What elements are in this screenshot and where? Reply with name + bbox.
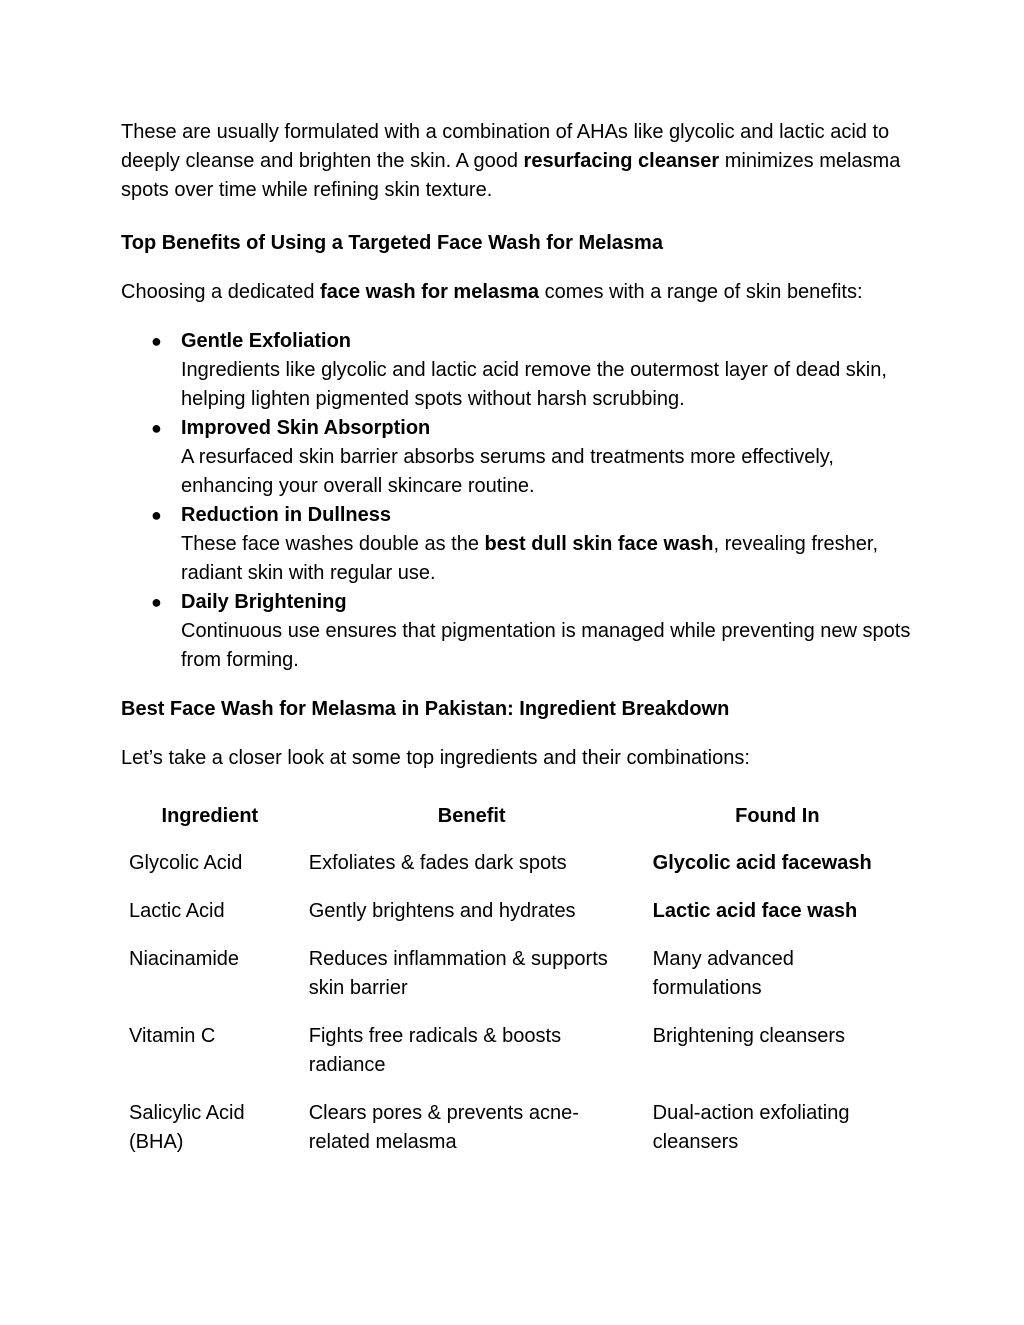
table-row	[120, 943, 911, 1020]
cell-ingredient: Niacinamide	[129, 948, 240, 970]
cell-found-in: Brightening cleansers	[652, 1025, 846, 1047]
benefit-description-text: These face washes double as the	[181, 533, 485, 555]
header-found-in: Found In	[735, 805, 820, 827]
intro-keyword: resurfacing cleanser	[523, 150, 720, 172]
list-item	[121, 327, 911, 414]
benefit-description: Continuous use ensures that pigmentation is managed while preventing new spots from forming.	[181, 620, 911, 671]
table-row	[120, 1097, 911, 1174]
intro-text-end: minimizes melasma spots over time while refining skin texture.	[121, 150, 901, 201]
intro-text: These are usually formulated with a combination of AHAs like glycolic and lactic acid to deeply cleanse and brighten the skin. A good	[121, 121, 890, 172]
benefit-title: Gentle Exfoliation	[181, 330, 352, 352]
table-row	[120, 1020, 911, 1097]
ingredients-table	[120, 800, 911, 1174]
benefits-list	[121, 327, 911, 675]
ingredients-intro-paragraph: Let’s take a closer look at some top ingredients and their combinations:	[121, 747, 750, 769]
benefit-title: Improved Skin Absorption	[181, 417, 431, 439]
document-page	[121, 118, 911, 1174]
intro-paragraph	[121, 118, 911, 205]
table-header-row	[120, 800, 911, 847]
cell-found-in: Lactic acid face wash	[652, 900, 858, 922]
cell-ingredient: Vitamin C	[129, 1025, 216, 1047]
cell-found-in: Dual-action exfoliating cleansers	[652, 1102, 850, 1153]
benefits-intro-text-end: comes with a range of skin benefits:	[539, 281, 863, 303]
header-benefit: Benefit	[437, 805, 506, 827]
ingredients-heading: Best Face Wash for Melasma in Pakistan: Ingredient Breakdown	[121, 698, 730, 720]
cell-ingredient: Salicylic Acid (BHA)	[129, 1102, 245, 1153]
benefit-title: Reduction in Dullness	[181, 504, 392, 526]
bullet-icon: ●	[151, 592, 162, 612]
bullet-icon: ●	[151, 331, 162, 351]
benefits-intro-text: Choosing a dedicated	[121, 281, 321, 303]
table-row	[120, 847, 911, 895]
table-row	[120, 895, 911, 943]
benefit-description: A resurfaced skin barrier absorbs serums and treatments more effectively, enhancing your overall skincare routine.	[181, 446, 834, 497]
cell-found-in: Glycolic acid facewash	[652, 852, 872, 874]
cell-benefit: Gently brightens and hydrates	[308, 900, 576, 922]
benefits-intro-paragraph	[121, 278, 911, 307]
bullet-icon: ●	[151, 505, 162, 525]
cell-benefit: Clears pores & prevents acne-related melasma	[308, 1102, 579, 1153]
cell-benefit: Exfoliates & fades dark spots	[308, 852, 567, 874]
list-item	[121, 588, 911, 675]
benefit-title: Daily Brightening	[181, 591, 347, 613]
header-ingredient: Ingredient	[161, 805, 259, 827]
cell-benefit: Reduces inflammation & supports skin barrier	[308, 948, 608, 999]
cell-ingredient: Glycolic Acid	[129, 852, 243, 874]
list-item	[121, 414, 911, 501]
cell-ingredient: Lactic Acid	[129, 900, 225, 922]
benefits-intro-keyword: face wash for melasma	[320, 281, 540, 303]
benefit-description	[181, 530, 911, 588]
bullet-icon: ●	[151, 418, 162, 438]
list-item	[121, 501, 911, 588]
cell-benefit: Fights free radicals & boosts radiance	[308, 1025, 562, 1076]
benefit-description-text-end: , revealing fresher, radiant skin with regular use.	[181, 533, 879, 584]
benefits-heading: Top Benefits of Using a Targeted Face Wash for Melasma	[121, 232, 663, 254]
benefit-description: Ingredients like glycolic and lactic acid remove the outermost layer of dead skin, helping lighten pigmented spots without harsh scrubbing.	[181, 359, 887, 410]
benefit-description-keyword: best dull skin face wash	[484, 533, 714, 555]
cell-found-in: Many advanced formulations	[652, 948, 794, 999]
